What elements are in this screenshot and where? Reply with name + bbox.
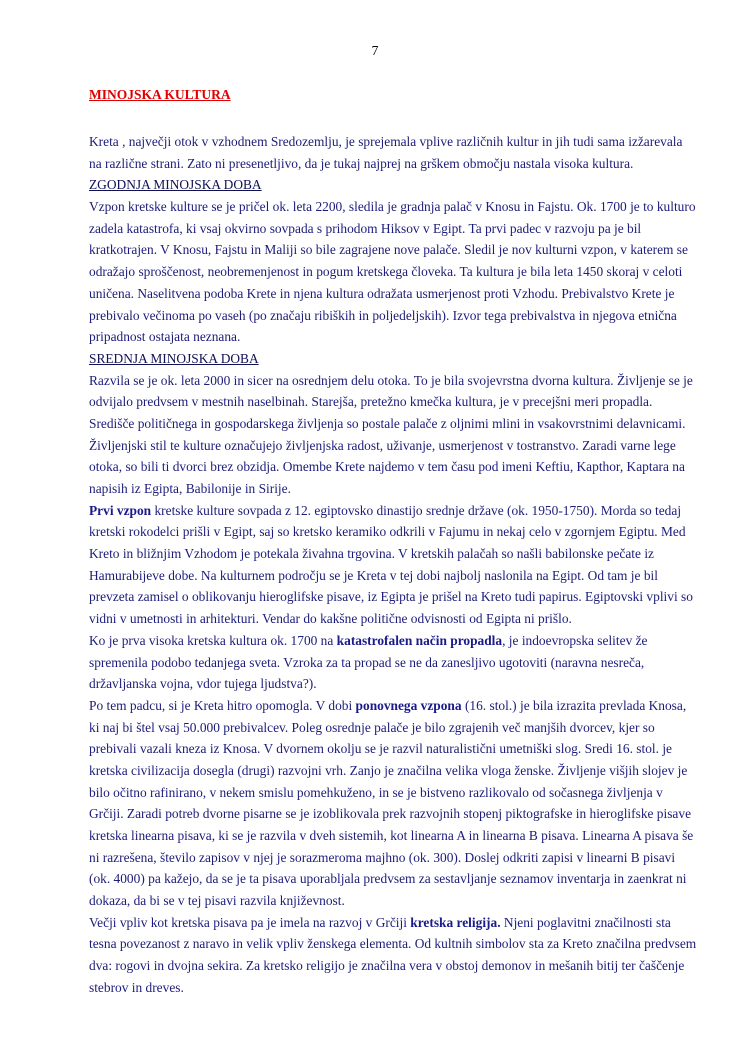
section-heading <box>89 174 689 196</box>
document-title: MINOJSKA KULTURA <box>89 87 231 102</box>
line-text: ni razrešena, število zapisov v njej je sorazmeroma majhno (ok. 300). Doslej odkriti zapisi v linearni B pisavi <box>89 849 676 865</box>
text-line <box>89 652 689 674</box>
line-text: na različne strani. Zato ni presenetljivo, da je tukaj najprej na grškem območju nastala visoka kultura. <box>89 155 634 171</box>
text-line <box>89 738 689 760</box>
text-line <box>89 673 689 695</box>
text-line <box>89 803 692 825</box>
line-text: stebrov in dreves. <box>89 979 184 995</box>
line-text: Življenjski stil te kulture označujejo življenjska radost, uživanje, usmerjenost v tostranstvo. Zaradi varne lege <box>89 437 676 453</box>
line-text: odražajo sproščenost, neobremenjenost in pogum kretskega človeka. Ta kultura je bila leta 1450 skoraj v celoti <box>89 264 683 280</box>
text-line <box>89 955 689 977</box>
line-text: (ok. 4000) pa kažejo, da se je ta pisava uporabljala predvsem za sestavljanje seznamov inventarja in zaenkrat ni <box>89 871 687 887</box>
line-text: zadela katastrofa, ki vsaj okvirno sovpada s prihodom Hiksov v Egipt. Ta prvi padec v razvoju pa je bil <box>89 220 642 236</box>
text-line <box>89 543 689 565</box>
text-line <box>89 283 689 305</box>
line-text: kretska linearna pisava, ki se je razvila v dveh sistemih, kot linearna A in linearna B pisava. Linearna A pisava še <box>89 828 694 843</box>
line-text: , je indoevropska selitev že <box>502 632 648 648</box>
text-line <box>89 218 689 240</box>
line-text: Kreto in bližnjim Vzhodom je potekala živahna trgovina. V kretskih palačah so našli babilonske pečate iz <box>89 546 654 562</box>
line-text: kretske kulture sovpada z 12. egiptovsko dinastijo srednje države (ok. 1950-1750). Morda so tedaj <box>151 502 682 518</box>
line-text: Hamurabijeve dobe. Na kulturnem področju se je Kreta v tej dobi najbolj naslonila na Egipt. Od tam je bil <box>89 567 658 583</box>
section-heading <box>89 348 689 370</box>
text-line <box>89 261 689 283</box>
emphasized-text: ponovnega vzpona <box>355 697 462 713</box>
line-text: (16. stol.) je bila izrazita prevlada Knosa, <box>461 697 687 713</box>
text-line <box>89 500 689 522</box>
line-text: bilo očitno rafinirano, v nekem smislu pomehkuženo, in se je bistveno razlikovalo od sočasnega življenja v <box>89 784 663 800</box>
text-line <box>89 305 689 327</box>
text-line <box>89 435 689 457</box>
page-number: 7 <box>371 43 379 58</box>
paragraph <box>89 370 693 500</box>
text-line <box>89 782 689 804</box>
paragraph <box>89 131 689 174</box>
line-text: Razvila se je ok. leta 2000 in sicer na osrednjem delu otoka. To je bila svojevrstna dvorna kultura. Življenje se je <box>89 372 693 388</box>
line-text: tesna povezanost z naravo in velik vpliv ženskega elementa. Od kultnih simbolov sta za Kreto značilna predvsem <box>89 936 697 952</box>
text-line <box>89 608 689 630</box>
text-line <box>89 348 689 370</box>
emphasized-text: katastrofalen način propadla <box>336 632 503 648</box>
line-text: prebivalo večinoma po vaseh (po značaju ribiških in poljedeljskih). Izvor tega prebivalstva in njegova etnična <box>89 307 677 323</box>
emphasized-text: Prvi vzpon <box>89 502 152 518</box>
line-text: kretska civilizacija dosegla (drugi) razvojni vrh. Zanjo je značilna velika vloga ženske. Življenje višjih slojev je <box>89 762 688 778</box>
line-text: prevzeta zamisel o oblikovanju hieroglifske pisave, iz Egipta je prišel na Kreto tudi papirus. Egiptovski vplivi so <box>89 589 693 605</box>
text-line <box>89 717 689 739</box>
text-line <box>89 478 689 500</box>
text-line <box>89 153 689 175</box>
line-text: otoka, so bili ti dvorci brez obzidja. Omembe Krete najdemo v tem času pod imeni Keftiu, Kapthor, Kaptara na <box>89 459 685 475</box>
line-text: pripadnost ostajata neznana. <box>89 329 241 345</box>
emphasized-text: kretska religija. <box>410 914 501 930</box>
line-text: dva: rogovi in dvojna sekira. Za kretsko religijo je značilna vera v obstoj demonov in mešanih bitij ter čaščenje <box>89 958 685 974</box>
line-text: kretski rokodelci prišli v Egipt, saj so kretsko keramiko odkrili v Fajumu in nekaj celo v zgornjem Egiptu. Med <box>89 524 686 540</box>
heading-text: ZGODNJA MINOJSKA DOBA <box>89 177 262 193</box>
paragraph <box>89 196 696 348</box>
text-line <box>89 912 689 934</box>
text-line <box>89 413 689 435</box>
line-text: kratkotrajen. V Knosu, Fajstu in Maliji so bile zagrajene nove palače. Sledil je nov kulturni vzpon, v katerem se <box>89 242 688 258</box>
text-line <box>89 326 689 348</box>
text-line <box>89 890 689 912</box>
text-line <box>89 565 689 587</box>
line-text: Večji vpliv kot kretska pisava pa je imela na razvoj v Grčiji <box>89 914 411 930</box>
text-line <box>89 586 693 608</box>
text-line <box>89 695 689 717</box>
paragraph <box>89 695 694 912</box>
text-line <box>89 847 689 869</box>
line-text: Ko je prva visoka kretska kultura ok. 1700 na <box>89 632 337 648</box>
line-text: ki naj bi štel vsaj 50.000 prebivalcev. Poleg osrednje palače je bilo zgrajenih več manjših dvorcev, kjer so <box>89 719 655 735</box>
text-line <box>89 868 689 890</box>
text-line <box>89 131 689 153</box>
line-text: Njeni poglavitni značilnosti sta <box>500 914 671 930</box>
text-line <box>89 456 689 478</box>
paragraph <box>89 500 693 630</box>
text-line <box>89 825 694 847</box>
line-text: spremenila podobo tedanjega sveta. Vzroka za ta propad se ne da zanesljivo ugotoviti (naravna nesreča, <box>89 654 645 670</box>
text-line <box>89 521 689 543</box>
line-text: vidni v umetnosti in arhitekturi. Vendar do kakšne politične odvisnosti od Egipta ni prišlo. <box>89 611 572 627</box>
document-body <box>89 131 697 999</box>
text-line <box>89 196 696 218</box>
line-text: odvijalo predvsem v mestnih naselbinah. Starejša, pretežno kmečka kultura, je v precejšni meri propadla. <box>89 394 653 410</box>
text-line <box>89 239 689 261</box>
text-line <box>89 391 689 413</box>
text-line <box>89 933 697 955</box>
text-line <box>89 760 689 782</box>
paragraph <box>89 912 697 999</box>
heading-text: SREDNJA MINOJSKA DOBA <box>89 350 259 366</box>
line-text: napisih iz Egipta, Babilonije in Sirije. <box>89 481 291 496</box>
line-text: dokaza, da bi se v tej pisavi razvila književnost. <box>89 893 345 909</box>
line-text: uničena. Naselitvena podoba Krete in njena kultura odražata usmerjenost proti Vzhodu. Prebivalstvo Krete je <box>89 285 675 301</box>
text-line <box>89 174 689 196</box>
line-text: Središče političnega in gospodarskega življenja so postale palače z oljnimi mlini in vsakovrstnimi delavnicami. <box>89 415 686 431</box>
line-text: državljanska vojna, vdor tujega ljudstva?). <box>89 676 317 692</box>
text-line <box>89 370 693 392</box>
paragraph <box>89 630 689 695</box>
line-text: Kreta , največji otok v vzhodnem Sredozemlju, je sprejemala vplive različnih kultur in jih tudi sama izžarevala <box>89 134 683 149</box>
line-text: Vzpon kretske kulture se je pričel ok. leta 2200, sledila je gradnja palač v Knosu in Fajstu. Ok. 1700 je to kulturo <box>89 199 696 215</box>
text-line <box>89 977 689 999</box>
text-line <box>89 630 689 652</box>
line-text: prebivali vazali kneza iz Knosa. V dvornem okolju se je razvil naturalistični umetniški slog. Sredi 16. stol. je <box>89 741 672 757</box>
line-text: Grčiji. Zaradi potreb dvorne pisarne se je izoblikovala prek razvojnih stopenj piktografske in hieroglifske pisave <box>89 806 692 822</box>
line-text: Po tem padcu, si je Kreta hitro opomogla. V dobi <box>89 697 356 713</box>
